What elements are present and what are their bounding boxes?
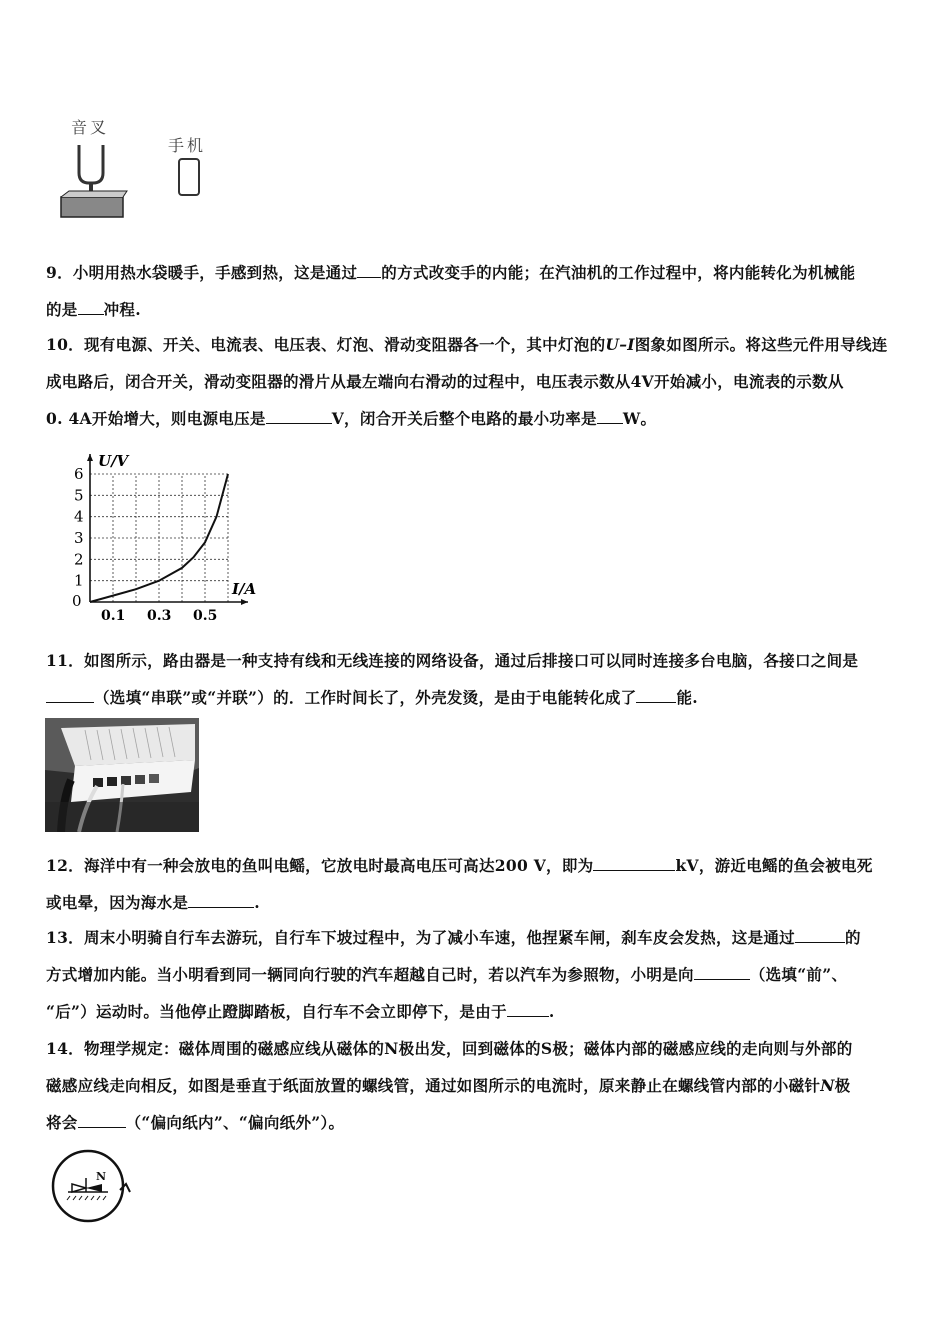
router-icon xyxy=(45,718,199,832)
q9-text: 冲程. xyxy=(103,300,141,319)
q14-text: （“偏向纸内”、“偏向纸外”）。 xyxy=(125,1113,345,1132)
y-axis-arrow xyxy=(87,454,93,461)
q14-text: 磁感应线走向相反，如图是垂直于纸面放置的螺线管，通过如图所示的电流时，原来静止在螺线管内部的小磁针 xyxy=(46,1076,821,1095)
q13-text: 方式增加内能。当小明看到同一辆同向行驶的汽车超越自己时，若以汽车为参照物，小明是向 xyxy=(46,965,694,984)
question-9 xyxy=(46,254,916,328)
tuning-fork-icon xyxy=(55,115,225,225)
y-tick-label: 2 xyxy=(74,550,84,569)
q12-blank-1[interactable] xyxy=(593,854,675,871)
q13-text: 13．周末小明骑自行车去游玩，自行车下坡过程中，为了减小车速，他捏紧车闸，刹车皮会发热，这是通过 xyxy=(46,928,795,947)
q11-text: 能. xyxy=(676,688,698,707)
q12-text: 或电晕，因为海水是 xyxy=(46,893,189,912)
phone-label: 手机 xyxy=(168,136,207,155)
y-tick-label: 1 xyxy=(74,571,84,590)
q13-text: “后”）运动时。当他停止蹬脚踏板，自行车不会立即停下，是由于 xyxy=(46,1002,507,1021)
q12-text: kV，游近电鳐的鱼会被电死 xyxy=(675,856,873,875)
q9-text: 9．小明用热水袋暖手，手感到热，这是通过 xyxy=(46,263,358,282)
q14-text: 14．物理学规定：磁体周围的磁感应线从磁体的N极出发，回到磁体的S极；磁体内部的磁感应线的走向则与外部的 xyxy=(46,1039,853,1058)
question-13 xyxy=(46,919,916,1030)
q10-text: V，闭合开关后整个电路的最小功率是 xyxy=(331,409,597,428)
q13-text: 的 xyxy=(844,928,861,947)
q13-blank-2[interactable] xyxy=(694,963,750,980)
solenoid-figure xyxy=(46,1146,136,1226)
q14-blank-1[interactable] xyxy=(78,1111,126,1128)
question-14 xyxy=(46,1030,916,1141)
q13-text: （选填“前”、 xyxy=(749,965,848,984)
x-tick-label: 0.5 xyxy=(193,608,218,624)
q13-blank-3[interactable] xyxy=(507,1000,549,1017)
question-11 xyxy=(46,642,916,716)
q13-blank-1[interactable] xyxy=(795,926,845,943)
y-axis-label: U/V xyxy=(98,452,129,470)
q10-blank-1[interactable] xyxy=(266,407,332,424)
x-tick-label: 0.1 xyxy=(101,608,126,624)
x-tick-label: 0.3 xyxy=(147,608,172,624)
q12-text: 12．海洋中有一种会放电的鱼叫电鳐，它放电时最高电压可高达200 V，即为 xyxy=(46,856,594,875)
router-photo xyxy=(45,718,199,832)
q11-text: （选填“串联”或“并联”）的．工作时间长了，外壳发烫，是由于电能转化成了 xyxy=(94,688,637,707)
solenoid-icon xyxy=(46,1146,136,1226)
q12-blank-2[interactable] xyxy=(188,891,254,908)
phone-icon xyxy=(179,159,199,195)
q10-ui-symbol: U–I xyxy=(605,335,635,354)
q9-text: 的是 xyxy=(46,300,78,319)
x-axis-arrow xyxy=(241,599,248,605)
q12-text: . xyxy=(254,893,260,912)
q13-text: . xyxy=(548,1002,555,1021)
q10-blank-2[interactable] xyxy=(597,407,623,424)
q11-blank-2[interactable] xyxy=(636,686,676,703)
needle-n-label: N xyxy=(96,1170,107,1183)
ui-chart xyxy=(52,448,282,628)
q14-text: 极 xyxy=(834,1076,851,1095)
fork-label: 音叉 xyxy=(71,118,110,137)
q14-n-symbol: N xyxy=(820,1076,835,1095)
q11-text: 11．如图所示，路由器是一种支持有线和无线连接的网络设备，通过后排接口可以同时连接多台电脑，各接口之间是 xyxy=(46,651,859,670)
tuning-fork-figure xyxy=(55,115,225,225)
y-tick-label: 5 xyxy=(74,486,84,505)
y-tick-label: 3 xyxy=(74,529,84,547)
question-10 xyxy=(46,326,916,437)
q10-text: 图象如图所示。将这些元件用导线连 xyxy=(634,335,888,354)
question-12 xyxy=(46,847,916,921)
q10-text: 10．现有电源、开关、电流表、电压表、灯泡、滑动变阻器各一个，其中灯泡的 xyxy=(46,335,606,354)
q14-text: 将会 xyxy=(46,1113,78,1132)
q10-text: W。 xyxy=(622,409,657,428)
q10-text: 成电路后，闭合开关，滑动变阻器的滑片从最左端向右滑动的过程中，电压表示数从4V开始减小，电流表的示数从 xyxy=(46,372,844,391)
q9-blank-1[interactable] xyxy=(357,261,381,278)
q11-blank-1[interactable] xyxy=(46,686,94,703)
q9-blank-2[interactable] xyxy=(78,298,104,315)
y-tick-label: 6 xyxy=(74,465,84,483)
origin-label: 0 xyxy=(72,592,82,610)
y-tick-label: 4 xyxy=(74,507,84,526)
q9-text: 的方式改变手的内能；在汽油机的工作过程中，将内能转化为机械能 xyxy=(381,263,856,282)
x-axis-label: I/A xyxy=(232,580,257,598)
q10-text: 0. 4A开始增大，则电源电压是 xyxy=(46,409,266,428)
